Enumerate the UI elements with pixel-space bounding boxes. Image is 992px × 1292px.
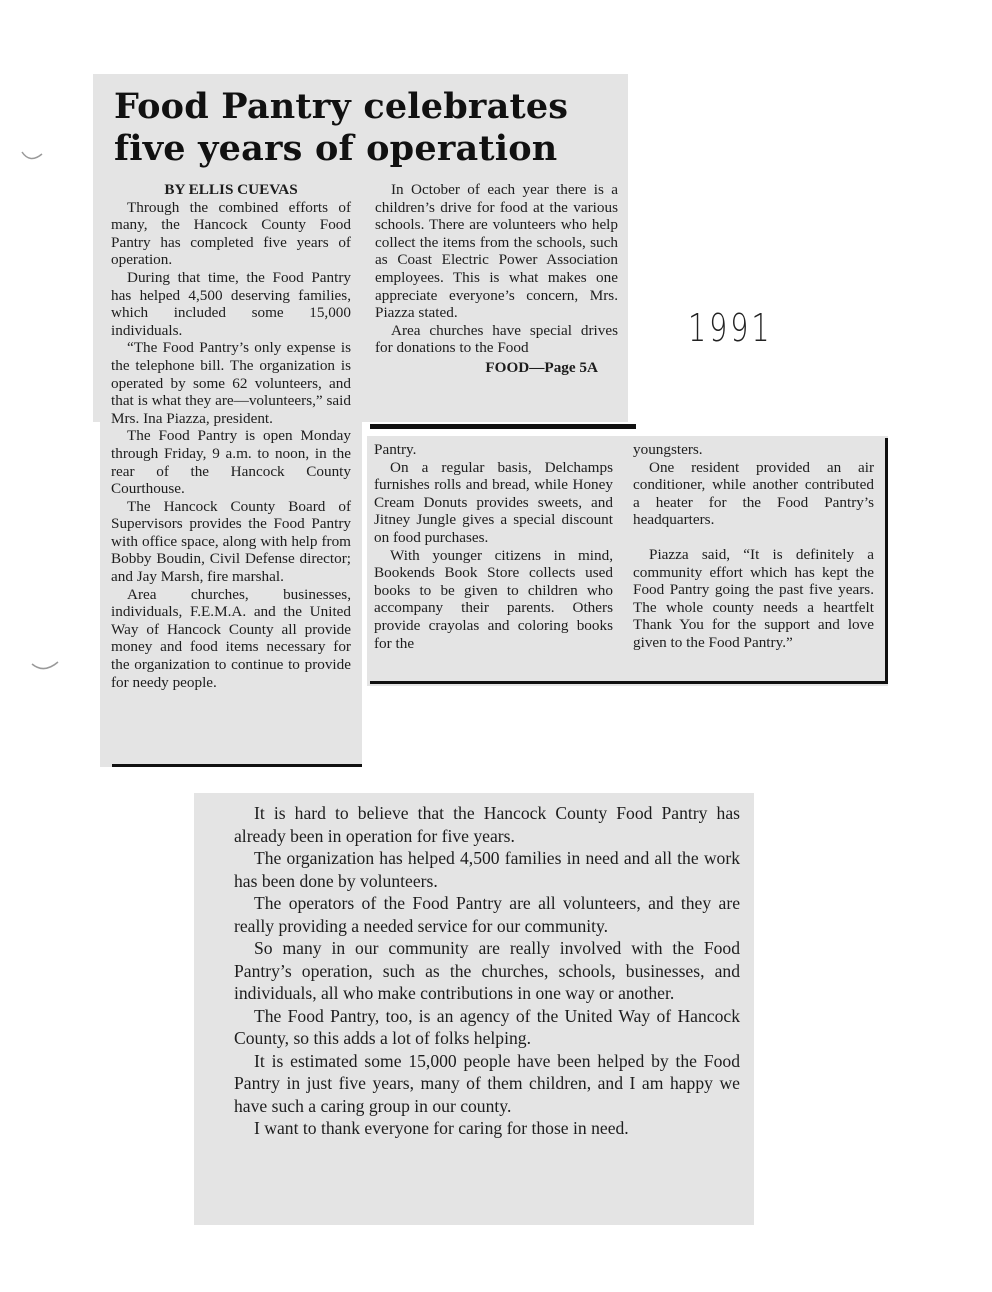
paragraph: Area churches, businesses, individuals, F.E.M.A. and the United Way of Hancock County all provide money and food items necessary for the organization to continue to provide for needy people.: [111, 585, 351, 691]
continued-column-2: [633, 441, 874, 652]
paragraph: youngsters.: [633, 441, 703, 458]
paragraph: During that time, the Food Pantry has helped 4,500 deserving families, which included some 15,000 individuals.: [111, 268, 351, 339]
paragraph: On a regular basis, Delchamps furnishes rolls and bread, while Honey Cream Donuts provides sweets, and Jitney Jungle gives a special discount on food purchases.: [374, 458, 613, 546]
paragraph: One resident provided an air conditioner, while another contributed a heater for the Food Pantry’s headquarters.: [633, 458, 874, 529]
continued-column-1: [374, 441, 613, 652]
paragraph: The Food Pantry, too, is an agency of the United Way of Hancock County, so this adds a lot of folks helping.: [234, 1005, 740, 1048]
article-column-1: [111, 181, 351, 691]
divider-rule: [885, 438, 888, 682]
byline: BY ELLIS CUEVAS: [164, 181, 298, 198]
paragraph: Through the combined efforts of many, the Hancock County Food Pantry has completed five years of operation.: [111, 198, 351, 269]
scan-speck-icon: [28, 648, 62, 678]
editorial-text: [234, 802, 740, 1140]
paragraph: It is hard to believe that the Hancock County Food Pantry has already been in operation for five years.: [234, 803, 740, 846]
scan-speck-icon: [18, 140, 48, 170]
paragraph: The organization has helped 4,500 families in need and all the work has been done by volunteers.: [234, 848, 740, 891]
paragraph: So many in our community are really involved with the Food Pantry’s operation, such as the churches, schools, businesses, and individuals, all who make contributions in one way or another.: [234, 938, 740, 1003]
headline: [114, 86, 614, 170]
paragraph: The operators of the Food Pantry are all volunteers, and they are really providing a needed service for our community.: [234, 893, 740, 936]
article-column-2: [375, 181, 618, 377]
paragraph: In October of each year there is a children’s drive for food at the various schools. There are volunteers who help collect the items from the schools, such as Coast Electric Power Association employees. This is what makes one appreciate everyone’s concern, Mrs. Piazza stated.: [375, 181, 618, 322]
paragraph: With younger citizens in mind, Bookends Book Store collects used books to be given to children who accompany their parents. Others provide crayolas and coloring books for the: [374, 546, 613, 652]
paragraph: The Food Pantry is open Monday through Friday, 9 a.m. to noon, in the rear of the Hancock County Courthouse.: [111, 427, 351, 498]
headline-line-2: five years of operation: [114, 128, 558, 169]
paragraph: The Hancock County Board of Supervisors provides the Food Pantry with office space, along with help from Bobby Boudin, Civil Defense director; and Jay Marsh, fire marshal.: [111, 497, 351, 586]
divider-rule: [112, 764, 362, 767]
divider-rule: [370, 424, 636, 429]
divider-rule: [370, 681, 888, 684]
paragraph: I want to thank everyone for caring for those in need.: [254, 1118, 629, 1138]
handwritten-year: 1991: [688, 306, 773, 350]
jump-line: FOOD—Page 5A: [485, 358, 598, 376]
paragraph: Pantry.: [374, 441, 417, 458]
paragraph: It is estimated some 15,000 people have been helped by the Food Pantry in just five years, many of them children, and I am happy we have such a caring group in our county.: [234, 1050, 740, 1116]
paragraph: Area churches have special drives for donations to the Food: [375, 321, 618, 357]
headline-line-1: Food Pantry celebrates: [114, 86, 569, 127]
paragraph: Piazza said, “It is definitely a community effort which has kept the Food Pantry going the past five years. The whole county needs a heartfelt Thank You for the support and love given to the Food Pantry.”: [633, 545, 874, 651]
paragraph: “The Food Pantry’s only expense is the telephone bill. The organization is operated by some 62 volunteers, and that is what they are—volunteers,” said Mrs. Ina Piazza, president.: [111, 339, 351, 427]
